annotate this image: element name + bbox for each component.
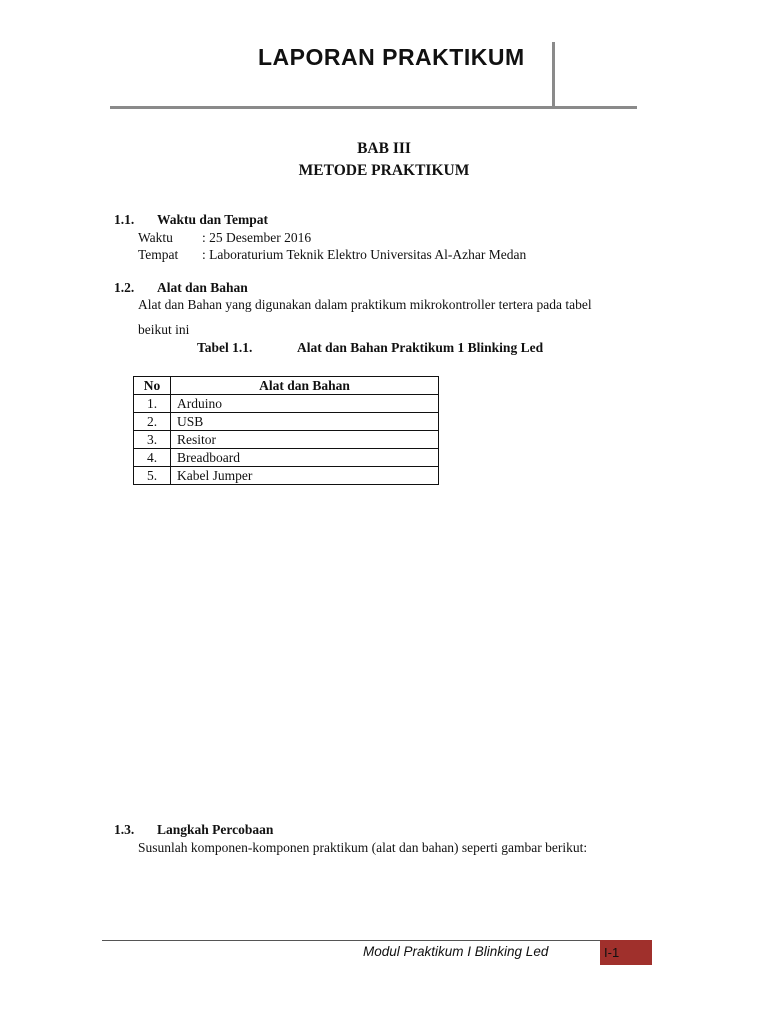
table-caption-text: Alat dan Bahan Praktikum 1 Blinking Led [297, 340, 544, 355]
paragraph-line-1: Alat dan Bahan yang digunakan dalam praktikum mikrokontroller tertera pada tabel [138, 297, 592, 312]
table-header-row [134, 377, 439, 395]
cell-no: 2. [134, 413, 171, 431]
section-number: 1.2. [114, 280, 135, 295]
section-heading-alat-bahan [114, 280, 248, 296]
cell-item: Resitor [171, 431, 439, 449]
table-row [134, 449, 439, 467]
table-caption [197, 340, 543, 356]
table-row [134, 395, 439, 413]
info-key: Tempat [138, 247, 179, 262]
section-title: Alat dan Bahan [157, 280, 248, 295]
cell-item: Kabel Jumper [171, 467, 439, 485]
section-heading-waktu-tempat [114, 212, 268, 228]
cell-item: Breadboard [171, 449, 439, 467]
chapter-title: METODE PRAKTIKUM [298, 162, 470, 179]
info-key: Waktu [138, 230, 173, 245]
header-horizontal-rule [110, 106, 637, 109]
info-value: : Laboraturium Teknik Elektro Universitas Al-Azhar Medan [202, 247, 527, 262]
cell-no: 5. [134, 467, 171, 485]
header-vertical-rule [552, 42, 555, 108]
paragraph-langkah: Susunlah komponen-komponen praktikum (alat dan bahan) seperti gambar berikut: [138, 840, 588, 855]
info-row-waktu [138, 230, 311, 246]
table-caption-label: Tabel 1.1. [197, 340, 253, 355]
section-heading-langkah [114, 822, 273, 838]
section-title: Waktu dan Tempat [157, 212, 269, 227]
footer-page-number: I-1 [600, 940, 652, 965]
section-number: 1.3. [114, 822, 135, 837]
table-row [134, 467, 439, 485]
table-row [134, 413, 439, 431]
section-title: Langkah Percobaan [157, 822, 274, 837]
table-row [134, 431, 439, 449]
cell-item: Arduino [171, 395, 439, 413]
chapter-number: BAB III [357, 140, 411, 157]
materials-table [133, 376, 439, 485]
paragraph-line-2: beikut ini [138, 322, 190, 337]
info-row-tempat [138, 247, 526, 263]
column-header-item: Alat dan Bahan [171, 377, 439, 395]
cell-no: 4. [134, 449, 171, 467]
footer-module-title: Modul Praktikum I Blinking Led [363, 944, 549, 959]
section-number: 1.1. [114, 212, 135, 227]
page-header-title: LAPORAN PRAKTIKUM [258, 44, 525, 70]
footer-rule [102, 940, 600, 941]
column-header-no: No [134, 377, 171, 395]
info-value: : 25 Desember 2016 [202, 230, 312, 245]
cell-item: USB [171, 413, 439, 431]
cell-no: 1. [134, 395, 171, 413]
cell-no: 3. [134, 431, 171, 449]
